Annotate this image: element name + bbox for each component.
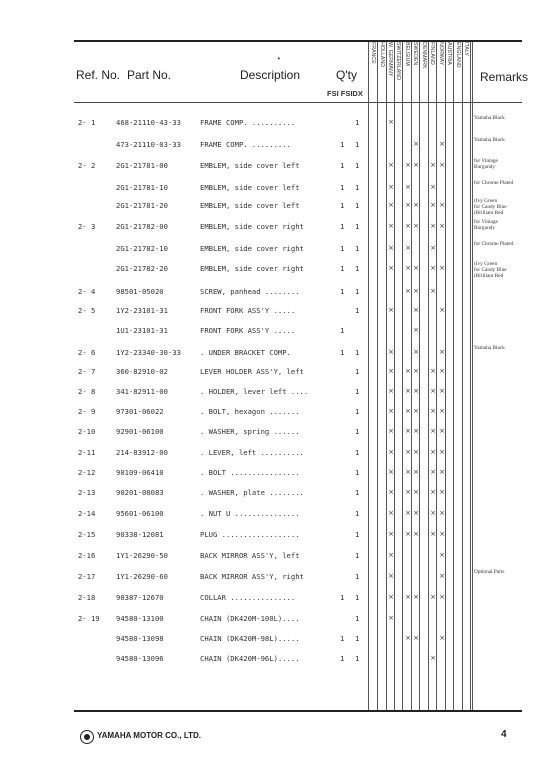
description: EMBLEM, side cover right — [200, 222, 304, 231]
applicability-mark: × — [405, 593, 411, 601]
applicability-mark: × — [430, 387, 436, 395]
applicability-mark: × — [430, 593, 436, 601]
description: CHAIN (DK420M-98L)..... — [200, 634, 300, 643]
applicability-mark: × — [388, 614, 394, 622]
qty-fsidx: 1 — [340, 287, 345, 296]
country-label: NORWAY — [438, 42, 444, 66]
part-no: 1Y2-23101-31 — [116, 306, 168, 315]
ref-no: 2- 5 — [78, 306, 96, 315]
part-no: 2G1-21782-20 — [116, 264, 168, 273]
parts-row — [0, 383, 545, 399]
header-qty-models: FSI FSIDX — [327, 89, 363, 98]
applicability-mark: × — [413, 367, 419, 375]
part-no: 2G1-21781-00 — [116, 161, 168, 170]
applicability-mark: × — [388, 201, 394, 209]
part-no: 92901-06100 — [116, 427, 164, 436]
description: FRONT FORK ASS'Y ..... — [200, 306, 296, 315]
applicability-mark: × — [430, 427, 436, 435]
qty-fsi: 1 — [355, 306, 360, 315]
part-no: 341-82911-00 — [116, 387, 168, 396]
applicability-mark: × — [439, 222, 445, 230]
applicability-mark: × — [388, 183, 394, 191]
parts-row — [0, 444, 545, 460]
applicability-mark: × — [388, 427, 394, 435]
description: EMBLEM, side cover left — [200, 161, 300, 170]
ref-no: 2- 3 — [78, 222, 96, 231]
part-no: 2G1-21781-10 — [116, 183, 168, 192]
applicability-mark: × — [430, 201, 436, 209]
qty-fsi: 1 — [355, 488, 360, 497]
part-no: 94580-13098 — [116, 634, 164, 643]
parts-row — [0, 403, 545, 419]
applicability-mark: × — [413, 387, 419, 395]
qty-fsi: 1 — [355, 654, 360, 663]
country-label: BELGIUM — [404, 42, 410, 66]
description: EMBLEM, side cover right — [200, 244, 304, 253]
part-no: 1U1-23101-31 — [116, 326, 168, 335]
applicability-mark: × — [413, 427, 419, 435]
remark: for Vintage Burgundy — [474, 158, 498, 170]
qty-fsidx: 1 — [340, 222, 345, 231]
applicability-mark: × — [430, 530, 436, 538]
qty-fsi: 1 — [355, 140, 360, 149]
applicability-mark: × — [388, 222, 394, 230]
qty-fsidx: 1 — [340, 634, 345, 643]
applicability-mark: × — [413, 326, 419, 334]
qty-fsidx: 1 — [340, 593, 345, 602]
qty-fsidx: 1 — [340, 348, 345, 357]
parts-row — [0, 344, 545, 360]
country-label: AUSTRIA — [446, 42, 452, 65]
applicability-mark: × — [439, 551, 445, 559]
remark: Yamaha Black — [474, 115, 505, 121]
part-no: 97301-06022 — [116, 407, 164, 416]
parts-row — [0, 114, 545, 130]
description: . HOLDER, lever left .... — [200, 387, 309, 396]
remark: Yamaha Black — [474, 137, 505, 143]
part-no: 90338-12081 — [116, 530, 164, 539]
applicability-mark: × — [413, 634, 419, 642]
applicability-mark: × — [413, 287, 419, 295]
parts-row — [0, 650, 545, 666]
page-number: 4 — [501, 729, 507, 740]
description: CHAIN (DK420M-96L)..... — [200, 654, 300, 663]
applicability-mark: × — [405, 448, 411, 456]
qty-fsi: 1 — [355, 407, 360, 416]
country-label: SWEDEN — [412, 42, 418, 66]
country-header — [462, 41, 472, 93]
description: FRAME COMP. ......... — [200, 140, 291, 149]
description: SCREW, panhead ........ — [200, 287, 300, 296]
applicability-mark: × — [405, 509, 411, 517]
qty-fsi: 1 — [355, 614, 360, 623]
qty-fsidx: 1 — [340, 654, 345, 663]
applicability-mark: × — [413, 306, 419, 314]
qty-fsi: 1 — [355, 551, 360, 560]
applicability-mark: × — [430, 509, 436, 517]
qty-fsi: 1 — [355, 367, 360, 376]
ref-no: 2-12 — [78, 468, 96, 477]
ref-no: 2-11 — [78, 448, 96, 457]
applicability-mark: × — [439, 572, 445, 580]
description: BACK MIRROR ASS'Y, left — [200, 551, 300, 560]
description: EMBLEM, side cover left — [200, 201, 300, 210]
description: LEVER HOLDER ASS'Y, left — [200, 367, 304, 376]
parts-row — [0, 423, 545, 439]
ref-no: 2- 19 — [78, 614, 100, 623]
qty-fsi: 1 — [355, 348, 360, 357]
ref-no: 2- 6 — [78, 348, 96, 357]
applicability-mark: × — [413, 161, 419, 169]
country-label: FINLAND — [429, 42, 435, 65]
applicability-mark: × — [388, 306, 394, 314]
ref-no: 2-13 — [78, 488, 96, 497]
description: . WASHER, spring ...... — [200, 427, 300, 436]
applicability-mark: × — [413, 593, 419, 601]
part-no: 2G1-21782-00 — [116, 222, 168, 231]
applicability-mark: × — [405, 201, 411, 209]
applicability-mark: × — [405, 427, 411, 435]
part-no: 2G1-21781-20 — [116, 201, 168, 210]
applicability-mark: × — [439, 367, 445, 375]
applicability-mark: × — [430, 244, 436, 252]
description: FRONT FORK ASS'Y ..... — [200, 326, 296, 335]
header-remarks: Remarks — [480, 70, 529, 84]
remark: Optional Parts — [474, 569, 505, 575]
qty-fsi: 1 — [355, 387, 360, 396]
applicability-mark: × — [388, 488, 394, 496]
description: FRAME COMP. .......... — [200, 118, 296, 127]
applicability-mark: × — [388, 551, 394, 559]
description: . BOLT ................ — [200, 468, 300, 477]
applicability-mark: × — [439, 468, 445, 476]
yamaha-logo-icon — [80, 730, 94, 744]
qty-fsi: 1 — [355, 530, 360, 539]
parts-row — [0, 218, 545, 234]
part-no: 94580-13096 — [116, 654, 164, 663]
applicability-mark: × — [413, 348, 419, 356]
applicability-mark: × — [405, 488, 411, 496]
qty-fsidx: 1 — [340, 161, 345, 170]
applicability-mark: × — [405, 634, 411, 642]
parts-row — [0, 136, 545, 152]
remark: (Ivy Green for Candy Blue (Brilliant Red — [474, 261, 507, 279]
ref-no: 2-14 — [78, 509, 96, 518]
parts-row — [0, 630, 545, 646]
qty-fsidx: 1 — [340, 326, 345, 335]
country-label: ITALY — [463, 42, 469, 56]
applicability-mark: × — [405, 387, 411, 395]
parts-row — [0, 283, 545, 299]
applicability-mark: × — [430, 367, 436, 375]
remark: for Vintage Burgundy — [474, 219, 498, 231]
applicability-mark: × — [388, 572, 394, 580]
applicability-mark: × — [388, 593, 394, 601]
country-label: W. GERMANY — [387, 42, 393, 77]
applicability-mark: × — [439, 448, 445, 456]
part-no: 2G1-21782-10 — [116, 244, 168, 253]
parts-row — [0, 505, 545, 521]
applicability-mark: × — [388, 161, 394, 169]
applicability-mark: × — [388, 387, 394, 395]
applicability-mark: × — [405, 468, 411, 476]
qty-fsi: 1 — [355, 287, 360, 296]
parts-row — [0, 157, 545, 173]
applicability-mark: × — [388, 530, 394, 538]
country-label: FRANCE — [370, 42, 376, 64]
header-qty: Q'ty — [336, 68, 357, 82]
ref-no: 2- 9 — [78, 407, 96, 416]
part-no: 90109-06410 — [116, 468, 164, 477]
remark: for Chrome Plated — [474, 180, 514, 186]
applicability-mark: × — [413, 530, 419, 538]
country-label: HOLLAND — [379, 42, 385, 68]
qty-fsi: 1 — [355, 244, 360, 253]
applicability-mark: × — [405, 287, 411, 295]
applicability-mark: × — [430, 222, 436, 230]
parts-row — [0, 197, 545, 216]
qty-fsi: 1 — [355, 161, 360, 170]
part-no: 90387-12670 — [116, 593, 164, 602]
applicability-mark: × — [413, 468, 419, 476]
applicability-mark: × — [439, 530, 445, 538]
applicability-mark: × — [439, 509, 445, 517]
parts-row — [0, 547, 545, 563]
parts-row — [0, 589, 545, 605]
applicability-mark: × — [430, 183, 436, 191]
qty-fsi: 1 — [355, 572, 360, 581]
part-no: 1Y1-26290-60 — [116, 572, 168, 581]
description: PLUG .................. — [200, 530, 300, 539]
parts-row — [0, 363, 545, 379]
applicability-mark: × — [405, 367, 411, 375]
header-ref-no: Ref. No. — [76, 68, 121, 82]
ref-no: 2- 1 — [78, 118, 96, 127]
description: BACK MIRROR ASS'Y, right — [200, 572, 304, 581]
applicability-mark: × — [413, 201, 419, 209]
country-label: SWITZERLAND — [395, 42, 401, 80]
applicability-mark: × — [388, 264, 394, 272]
qty-fsi: 1 — [355, 264, 360, 273]
applicability-mark: × — [388, 509, 394, 517]
applicability-mark: × — [439, 348, 445, 356]
applicability-mark: × — [388, 448, 394, 456]
applicability-mark: × — [439, 201, 445, 209]
remark: (Ivy Green for Candy Blue (Brilliant Red — [474, 198, 507, 216]
description: COLLAR ............... — [200, 593, 296, 602]
applicability-mark: × — [405, 183, 411, 191]
part-no: 95601-06100 — [116, 509, 164, 518]
applicability-mark: × — [388, 407, 394, 415]
qty-fsi: 1 — [355, 509, 360, 518]
applicability-mark: × — [430, 448, 436, 456]
header-description: Description — [240, 68, 301, 82]
applicability-mark: × — [430, 468, 436, 476]
country-label: ENGLAND — [455, 42, 461, 68]
qty-fsidx: 1 — [340, 140, 345, 149]
part-no: 473-21110-03-33 — [116, 140, 181, 149]
ref-no: 2-17 — [78, 572, 96, 581]
ref-no: 2-16 — [78, 551, 96, 560]
applicability-mark: × — [405, 530, 411, 538]
applicability-mark: × — [388, 367, 394, 375]
applicability-mark: × — [405, 222, 411, 230]
applicability-mark: × — [405, 161, 411, 169]
ref-no: 2- 8 — [78, 387, 96, 396]
qty-fsidx: 1 — [340, 264, 345, 273]
ref-no: 2- 4 — [78, 287, 96, 296]
qty-fsi: 1 — [355, 593, 360, 602]
part-no: 360-82910-02 — [116, 367, 168, 376]
applicability-mark: × — [439, 161, 445, 169]
part-no: 90201-08083 — [116, 488, 164, 497]
part-no: 98501-05020 — [116, 287, 164, 296]
applicability-mark: × — [430, 264, 436, 272]
ref-no: 2- 2 — [78, 161, 96, 170]
parts-row — [0, 526, 545, 542]
country-label: DENMARK — [421, 42, 427, 69]
parts-row — [0, 484, 545, 500]
applicability-mark: × — [405, 264, 411, 272]
applicability-mark: × — [413, 509, 419, 517]
applicability-mark: × — [439, 488, 445, 496]
description: . WASHER, plate ........ — [200, 488, 304, 497]
applicability-mark: × — [430, 654, 436, 662]
qty-fsi: 1 — [355, 427, 360, 436]
applicability-mark: × — [430, 488, 436, 496]
description: . BOLT, hexagon ....... — [200, 407, 300, 416]
part-no: 468-21110-43-33 — [116, 118, 181, 127]
parts-row — [0, 464, 545, 480]
footer-company: YAMAHA MOTOR CO., LTD. — [97, 731, 201, 740]
description: . LEVER, left .......... — [200, 448, 304, 457]
applicability-mark: × — [439, 593, 445, 601]
description: EMBLEM, side cover left — [200, 183, 300, 192]
qty-fsi: 1 — [355, 634, 360, 643]
ref-no: 2-18 — [78, 593, 96, 602]
description: CHAIN (DK420M-100L).... — [200, 614, 300, 623]
parts-row — [0, 322, 545, 338]
applicability-mark: × — [413, 448, 419, 456]
qty-fsi: 1 — [355, 118, 360, 127]
parts-row — [0, 179, 545, 195]
description: . NUT U ............... — [200, 509, 300, 518]
qty-fsi: 1 — [355, 201, 360, 210]
applicability-mark: × — [439, 634, 445, 642]
qty-fsidx: 1 — [340, 244, 345, 253]
qty-fsidx: 1 — [340, 183, 345, 192]
part-no: 1Y1-26290-50 — [116, 551, 168, 560]
applicability-mark: × — [430, 287, 436, 295]
part-no: 94580-13100 — [116, 614, 164, 623]
applicability-mark: × — [439, 387, 445, 395]
qty-fsidx: 1 — [340, 201, 345, 210]
ref-no: 2-15 — [78, 530, 96, 539]
applicability-mark: × — [413, 407, 419, 415]
applicability-mark: × — [439, 427, 445, 435]
applicability-mark: × — [439, 140, 445, 148]
ref-no: 2- 7 — [78, 367, 96, 376]
header-rule — [74, 102, 522, 103]
applicability-mark: × — [388, 468, 394, 476]
header-dot: • — [277, 56, 281, 63]
remark: for Chrome Plated — [474, 241, 514, 247]
part-no: 214-83912-00 — [116, 448, 168, 457]
applicability-mark: × — [413, 140, 419, 148]
qty-fsi: 1 — [355, 468, 360, 477]
qty-fsi: 1 — [355, 222, 360, 231]
ref-no: 2-10 — [78, 427, 96, 436]
qty-fsi: 1 — [355, 183, 360, 192]
applicability-mark: × — [439, 264, 445, 272]
applicability-mark: × — [430, 407, 436, 415]
applicability-mark: × — [388, 244, 394, 252]
applicability-mark: × — [413, 264, 419, 272]
remark: Yamaha Black — [474, 345, 505, 351]
header-part-no: Part No. — [127, 68, 172, 82]
description: . UNDER BRACKET COMP. — [200, 348, 291, 357]
parts-row — [0, 610, 545, 626]
applicability-mark: × — [413, 488, 419, 496]
applicability-mark: × — [388, 118, 394, 126]
applicability-mark: × — [388, 348, 394, 356]
applicability-mark: × — [405, 407, 411, 415]
parts-row — [0, 260, 545, 279]
parts-row — [0, 302, 545, 318]
parts-row — [0, 240, 545, 256]
applicability-mark: × — [439, 407, 445, 415]
qty-fsi: 1 — [355, 448, 360, 457]
bottom-rule — [74, 710, 522, 712]
applicability-mark: × — [413, 222, 419, 230]
applicability-mark: × — [439, 306, 445, 314]
applicability-mark: × — [430, 161, 436, 169]
part-no: 1Y2-23340-30-33 — [116, 348, 181, 357]
description: EMBLEM, side cover right — [200, 264, 304, 273]
parts-row — [0, 568, 545, 584]
applicability-mark: × — [405, 244, 411, 252]
